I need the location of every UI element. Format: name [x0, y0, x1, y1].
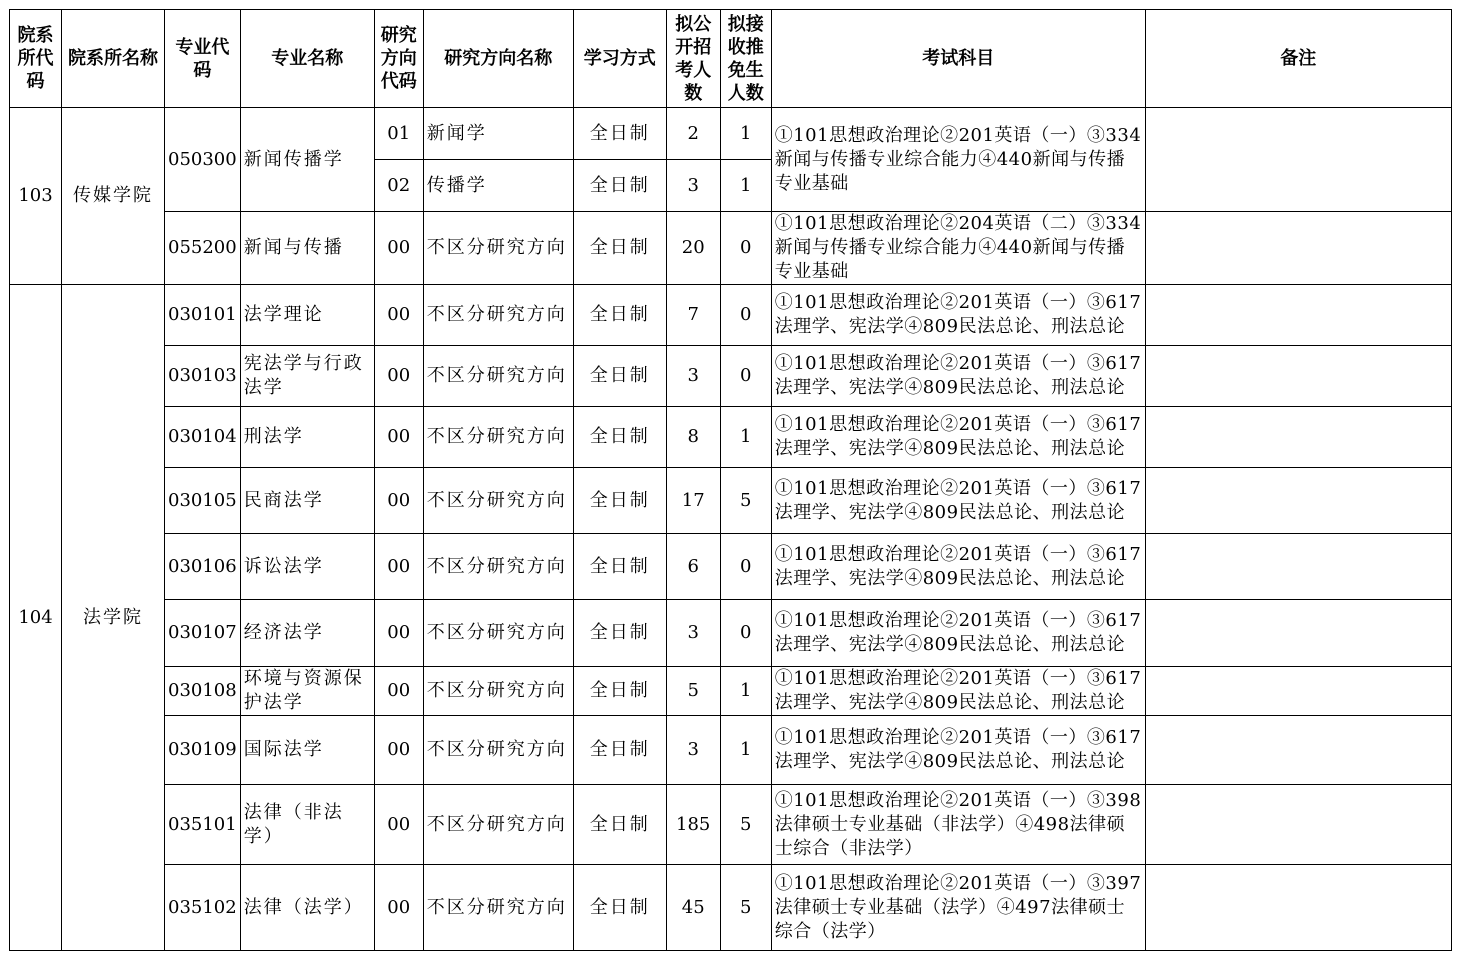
direction-name-cell: 不区分研究方向 [423, 865, 573, 951]
exempt-count-cell: 1 [720, 667, 771, 716]
table-row [10, 407, 1452, 468]
table-row [10, 346, 1452, 407]
study-mode-cell: 全日制 [573, 785, 666, 865]
dept-name-cell: 法学院 [62, 285, 165, 951]
direction-name-cell: 不区分研究方向 [423, 346, 573, 407]
major-code-cell: 050300 [165, 108, 241, 212]
study-mode-cell: 全日制 [573, 160, 666, 212]
major-code-cell: 030106 [165, 534, 241, 600]
major-code-cell: 030107 [165, 600, 241, 667]
direction-code-cell: 00 [374, 600, 423, 667]
plan-count-cell: 20 [666, 212, 720, 285]
plan-count-cell: 2 [666, 108, 720, 160]
study-mode-cell: 全日制 [573, 468, 666, 534]
exempt-count-cell: 1 [720, 407, 771, 468]
major-name-cell: 新闻传播学 [240, 108, 374, 212]
direction-name-cell: 不区分研究方向 [423, 212, 573, 285]
subjects-cell: ①101思想政治理论②201英语（一）③617法理学、宪法学④809民法总论、刑法总论 [771, 667, 1145, 716]
subjects-cell: ①101思想政治理论②201英语（一）③617法理学、宪法学④809民法总论、刑法总论 [771, 534, 1145, 600]
major-name-cell: 新闻与传播 [240, 212, 374, 285]
direction-code-cell: 00 [374, 716, 423, 785]
dept-name-cell: 传媒学院 [62, 108, 165, 285]
exempt-count-cell: 1 [720, 716, 771, 785]
header-subjects: 考试科目 [771, 10, 1145, 108]
header-study-mode: 学习方式 [573, 10, 666, 108]
plan-count-cell: 8 [666, 407, 720, 468]
direction-name-cell: 新闻学 [423, 108, 573, 160]
exempt-count-cell: 0 [720, 534, 771, 600]
table-row [10, 716, 1452, 785]
admissions-table [9, 9, 1452, 951]
direction-name-cell: 不区分研究方向 [423, 468, 573, 534]
major-code-cell: 055200 [165, 212, 241, 285]
header-dept-code: 院系所代码 [10, 10, 62, 108]
major-code-cell: 030104 [165, 407, 241, 468]
major-name-cell: 法学理论 [240, 285, 374, 346]
direction-code-cell: 00 [374, 346, 423, 407]
direction-name-cell: 不区分研究方向 [423, 667, 573, 716]
plan-count-cell: 45 [666, 865, 720, 951]
study-mode-cell: 全日制 [573, 407, 666, 468]
subjects-cell: ①101思想政治理论②201英语（一）③398法律硕士专业基础（非法学）④498法律硕士综合（非法学） [771, 785, 1145, 865]
header-plan-count: 拟公开招考人数 [666, 10, 720, 108]
plan-count-cell: 3 [666, 160, 720, 212]
table-row [10, 667, 1452, 716]
table-row [10, 285, 1452, 346]
remarks-cell [1145, 407, 1451, 468]
subjects-cell: ①101思想政治理论②201英语（一）③397法律硕士专业基础（法学）④497法律硕士综合（法学） [771, 865, 1145, 951]
table-row [10, 785, 1452, 865]
major-code-cell: 035102 [165, 865, 241, 951]
table-row [10, 468, 1452, 534]
direction-code-cell: 01 [374, 108, 423, 160]
subjects-cell: ①101思想政治理论②201英语（一）③617法理学、宪法学④809民法总论、刑法总论 [771, 346, 1145, 407]
header-remarks: 备注 [1145, 10, 1451, 108]
study-mode-cell: 全日制 [573, 212, 666, 285]
remarks-cell [1145, 108, 1451, 212]
study-mode-cell: 全日制 [573, 285, 666, 346]
major-name-cell: 环境与资源保护法学 [240, 667, 374, 716]
direction-name-cell: 不区分研究方向 [423, 600, 573, 667]
dept-code-cell: 103 [10, 108, 62, 285]
remarks-cell [1145, 865, 1451, 951]
exempt-count-cell: 0 [720, 212, 771, 285]
plan-count-cell: 3 [666, 716, 720, 785]
remarks-cell [1145, 785, 1451, 865]
remarks-cell [1145, 667, 1451, 716]
major-name-cell: 国际法学 [240, 716, 374, 785]
study-mode-cell: 全日制 [573, 108, 666, 160]
direction-code-cell: 02 [374, 160, 423, 212]
remarks-cell [1145, 716, 1451, 785]
table-row [10, 212, 1452, 285]
major-name-cell: 经济法学 [240, 600, 374, 667]
subjects-cell: ①101思想政治理论②201英语（一）③617法理学、宪法学④809民法总论、刑法总论 [771, 716, 1145, 785]
major-code-cell: 030101 [165, 285, 241, 346]
remarks-cell [1145, 346, 1451, 407]
major-code-cell: 035101 [165, 785, 241, 865]
exempt-count-cell: 1 [720, 160, 771, 212]
header-major-name: 专业名称 [240, 10, 374, 108]
plan-count-cell: 3 [666, 600, 720, 667]
remarks-cell [1145, 285, 1451, 346]
direction-code-cell: 00 [374, 468, 423, 534]
exempt-count-cell: 5 [720, 468, 771, 534]
header-major-code: 专业代码 [165, 10, 241, 108]
study-mode-cell: 全日制 [573, 667, 666, 716]
study-mode-cell: 全日制 [573, 600, 666, 667]
subjects-cell: ①101思想政治理论②201英语（一）③617法理学、宪法学④809民法总论、刑法总论 [771, 600, 1145, 667]
header-dept-name: 院系所名称 [62, 10, 165, 108]
major-name-cell: 宪法学与行政法学 [240, 346, 374, 407]
header-exempt-count: 拟接收推免生人数 [720, 10, 771, 108]
direction-name-cell: 不区分研究方向 [423, 785, 573, 865]
remarks-cell [1145, 600, 1451, 667]
exempt-count-cell: 0 [720, 285, 771, 346]
major-code-cell: 030109 [165, 716, 241, 785]
exempt-count-cell: 0 [720, 600, 771, 667]
exempt-count-cell: 0 [720, 346, 771, 407]
direction-name-cell: 不区分研究方向 [423, 534, 573, 600]
major-name-cell: 刑法学 [240, 407, 374, 468]
plan-count-cell: 5 [666, 667, 720, 716]
subjects-cell: ①101思想政治理论②201英语（一）③334新闻与传播专业综合能力④440新闻与传播专业基础 [771, 108, 1145, 212]
direction-name-cell: 不区分研究方向 [423, 407, 573, 468]
plan-count-cell: 7 [666, 285, 720, 346]
plan-count-cell: 3 [666, 346, 720, 407]
subjects-cell: ①101思想政治理论②201英语（一）③617法理学、宪法学④809民法总论、刑法总论 [771, 285, 1145, 346]
plan-count-cell: 185 [666, 785, 720, 865]
header-direction-name: 研究方向名称 [423, 10, 573, 108]
plan-count-cell: 17 [666, 468, 720, 534]
exempt-count-cell: 5 [720, 865, 771, 951]
exempt-count-cell: 1 [720, 108, 771, 160]
major-code-cell: 030103 [165, 346, 241, 407]
plan-count-cell: 6 [666, 534, 720, 600]
direction-code-cell: 00 [374, 534, 423, 600]
direction-name-cell: 不区分研究方向 [423, 716, 573, 785]
major-name-cell: 诉讼法学 [240, 534, 374, 600]
major-code-cell: 030108 [165, 667, 241, 716]
remarks-cell [1145, 468, 1451, 534]
direction-code-cell: 00 [374, 785, 423, 865]
direction-code-cell: 00 [374, 667, 423, 716]
direction-code-cell: 00 [374, 865, 423, 951]
study-mode-cell: 全日制 [573, 865, 666, 951]
direction-name-cell: 不区分研究方向 [423, 285, 573, 346]
remarks-cell [1145, 212, 1451, 285]
study-mode-cell: 全日制 [573, 534, 666, 600]
header-row [10, 10, 1452, 108]
subjects-cell: ①101思想政治理论②201英语（一）③617法理学、宪法学④809民法总论、刑法总论 [771, 407, 1145, 468]
study-mode-cell: 全日制 [573, 346, 666, 407]
major-name-cell: 法律（非法学） [240, 785, 374, 865]
table-row [10, 108, 1452, 160]
header-direction-code: 研究方向代码 [374, 10, 423, 108]
study-mode-cell: 全日制 [573, 716, 666, 785]
subjects-cell: ①101思想政治理论②204英语（二）③334新闻与传播专业综合能力④440新闻与传播专业基础 [771, 212, 1145, 285]
table-row [10, 865, 1452, 951]
remarks-cell [1145, 534, 1451, 600]
exempt-count-cell: 5 [720, 785, 771, 865]
table-row [10, 600, 1452, 667]
direction-code-cell: 00 [374, 212, 423, 285]
major-name-cell: 法律（法学） [240, 865, 374, 951]
direction-code-cell: 00 [374, 285, 423, 346]
direction-name-cell: 传播学 [423, 160, 573, 212]
major-name-cell: 民商法学 [240, 468, 374, 534]
direction-code-cell: 00 [374, 407, 423, 468]
dept-code-cell: 104 [10, 285, 62, 951]
major-code-cell: 030105 [165, 468, 241, 534]
table-row [10, 534, 1452, 600]
subjects-cell: ①101思想政治理论②201英语（一）③617法理学、宪法学④809民法总论、刑法总论 [771, 468, 1145, 534]
